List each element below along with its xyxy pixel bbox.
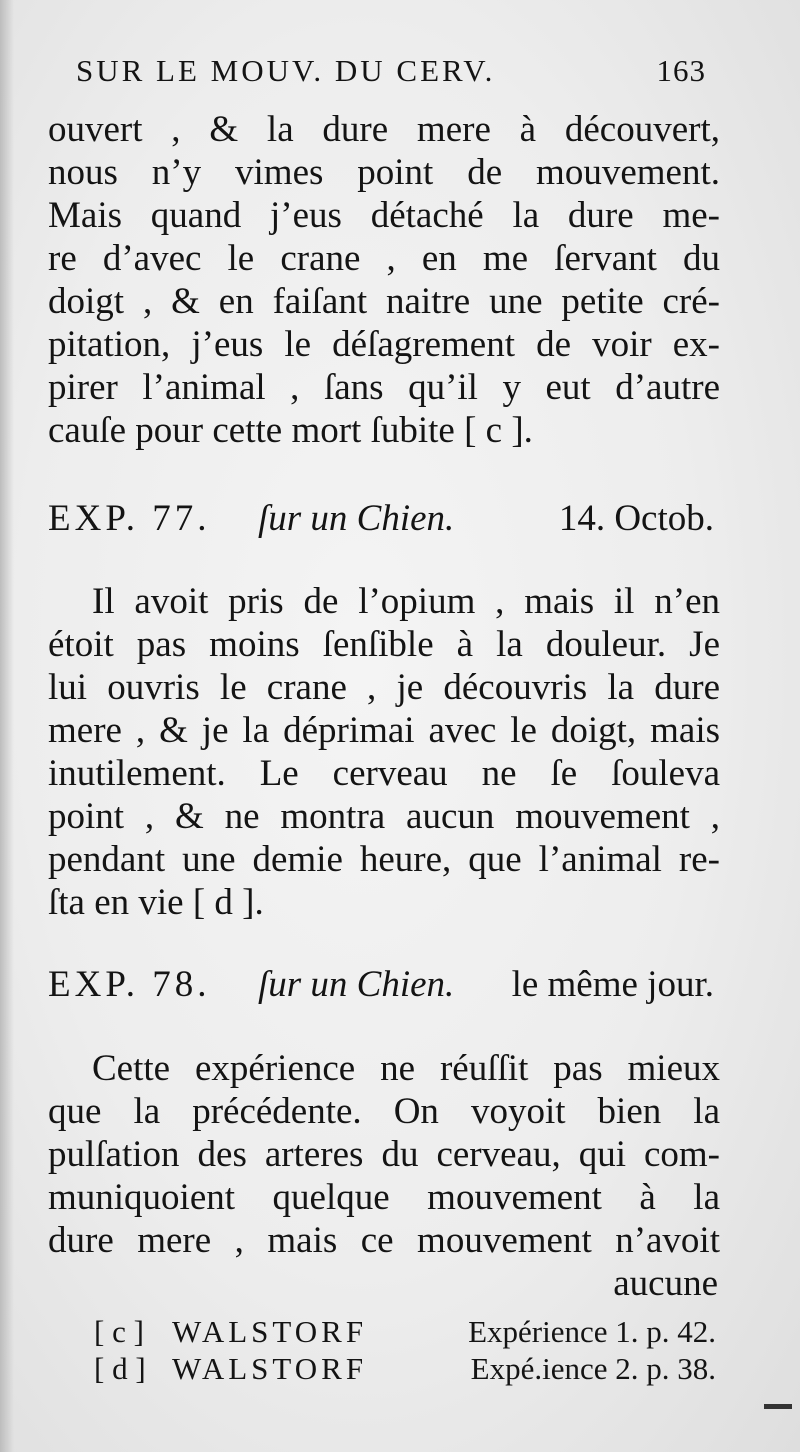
experiment-subject: ſur un Chien. — [258, 964, 455, 1005]
text-line: pulſation des arteres du cerveau, qui com- — [48, 1134, 720, 1175]
text-line: ouvert , & la dure mere à découvert, — [48, 109, 720, 150]
footnote-author: WALSTORF — [172, 1351, 368, 1386]
page-edge-shadow — [0, 0, 14, 1452]
text-line: dure mere , mais ce mouvement n’avoit — [48, 1220, 720, 1261]
running-head-title: SUR LE MOUV. DU CERV. — [76, 53, 496, 88]
footnote-author: WALSTORF — [172, 1314, 368, 1349]
text-line: inutilement. Le cerveau ne ſe ſouleva — [48, 753, 720, 794]
footnote-reference: Expérience 1. p. 42. — [468, 1314, 716, 1349]
experiment-subject: ſur un Chien. — [258, 498, 455, 539]
text-line: Mais quand j’eus détaché la dure me- — [48, 195, 720, 236]
text-line: Cette expérience ne réuſſit pas mieux — [92, 1048, 720, 1089]
running-head — [76, 46, 716, 96]
catchword: aucune — [613, 1263, 718, 1304]
text-line: ſta en vie [ d ]. — [48, 882, 264, 923]
text-line: point , & ne montra aucun mouvement , — [48, 796, 720, 837]
footnote-mark: [ c ] — [94, 1314, 144, 1349]
text-line: pirer l’animal , ſans qu’il y eut d’autre — [48, 367, 720, 408]
footnote-mark: [ d ] — [94, 1351, 146, 1386]
text-line: pitation, j’eus le déſagrement de voir ex- — [48, 324, 720, 365]
experiment-heading-78 — [48, 960, 720, 1010]
text-line: Il avoit pris de l’opium , mais il n’en — [92, 581, 720, 622]
margin-mark — [764, 1404, 792, 1409]
text-line: mere , & je la déprimai avec le doigt, mais — [48, 710, 720, 751]
experiment-number: EXP. 77. — [48, 498, 211, 539]
text-line: que la précédente. On voyoit bien la — [48, 1091, 720, 1132]
text-line: étoit pas moins ſenſible à la douleur. Je — [48, 624, 720, 665]
text-line: lui ouvris le crane , je découvris la dure — [48, 667, 720, 708]
experiment-number: EXP. 78. — [48, 964, 211, 1005]
text-line: muniquoient quelque mouvement à la — [48, 1177, 720, 1218]
footnote-reference: Expé.ience 2. p. 38. — [470, 1351, 716, 1386]
text-line: pendant une demie heure, que l’animal re- — [48, 839, 720, 880]
experiment-heading-77 — [48, 494, 720, 544]
text-line: re d’avec le crane , en me ſervant du — [48, 238, 720, 279]
experiment-date: 14. Octob. — [558, 498, 714, 539]
text-line: nous n’y vimes point de mouvement. — [48, 152, 720, 193]
experiment-date: le même jour. — [511, 964, 714, 1005]
text-line: doigt , & en faiſant naitre une petite cré- — [48, 281, 720, 322]
text-line: cauſe pour cette mort ſubite [ c ]. — [48, 410, 533, 451]
page-number: 163 — [656, 53, 706, 88]
